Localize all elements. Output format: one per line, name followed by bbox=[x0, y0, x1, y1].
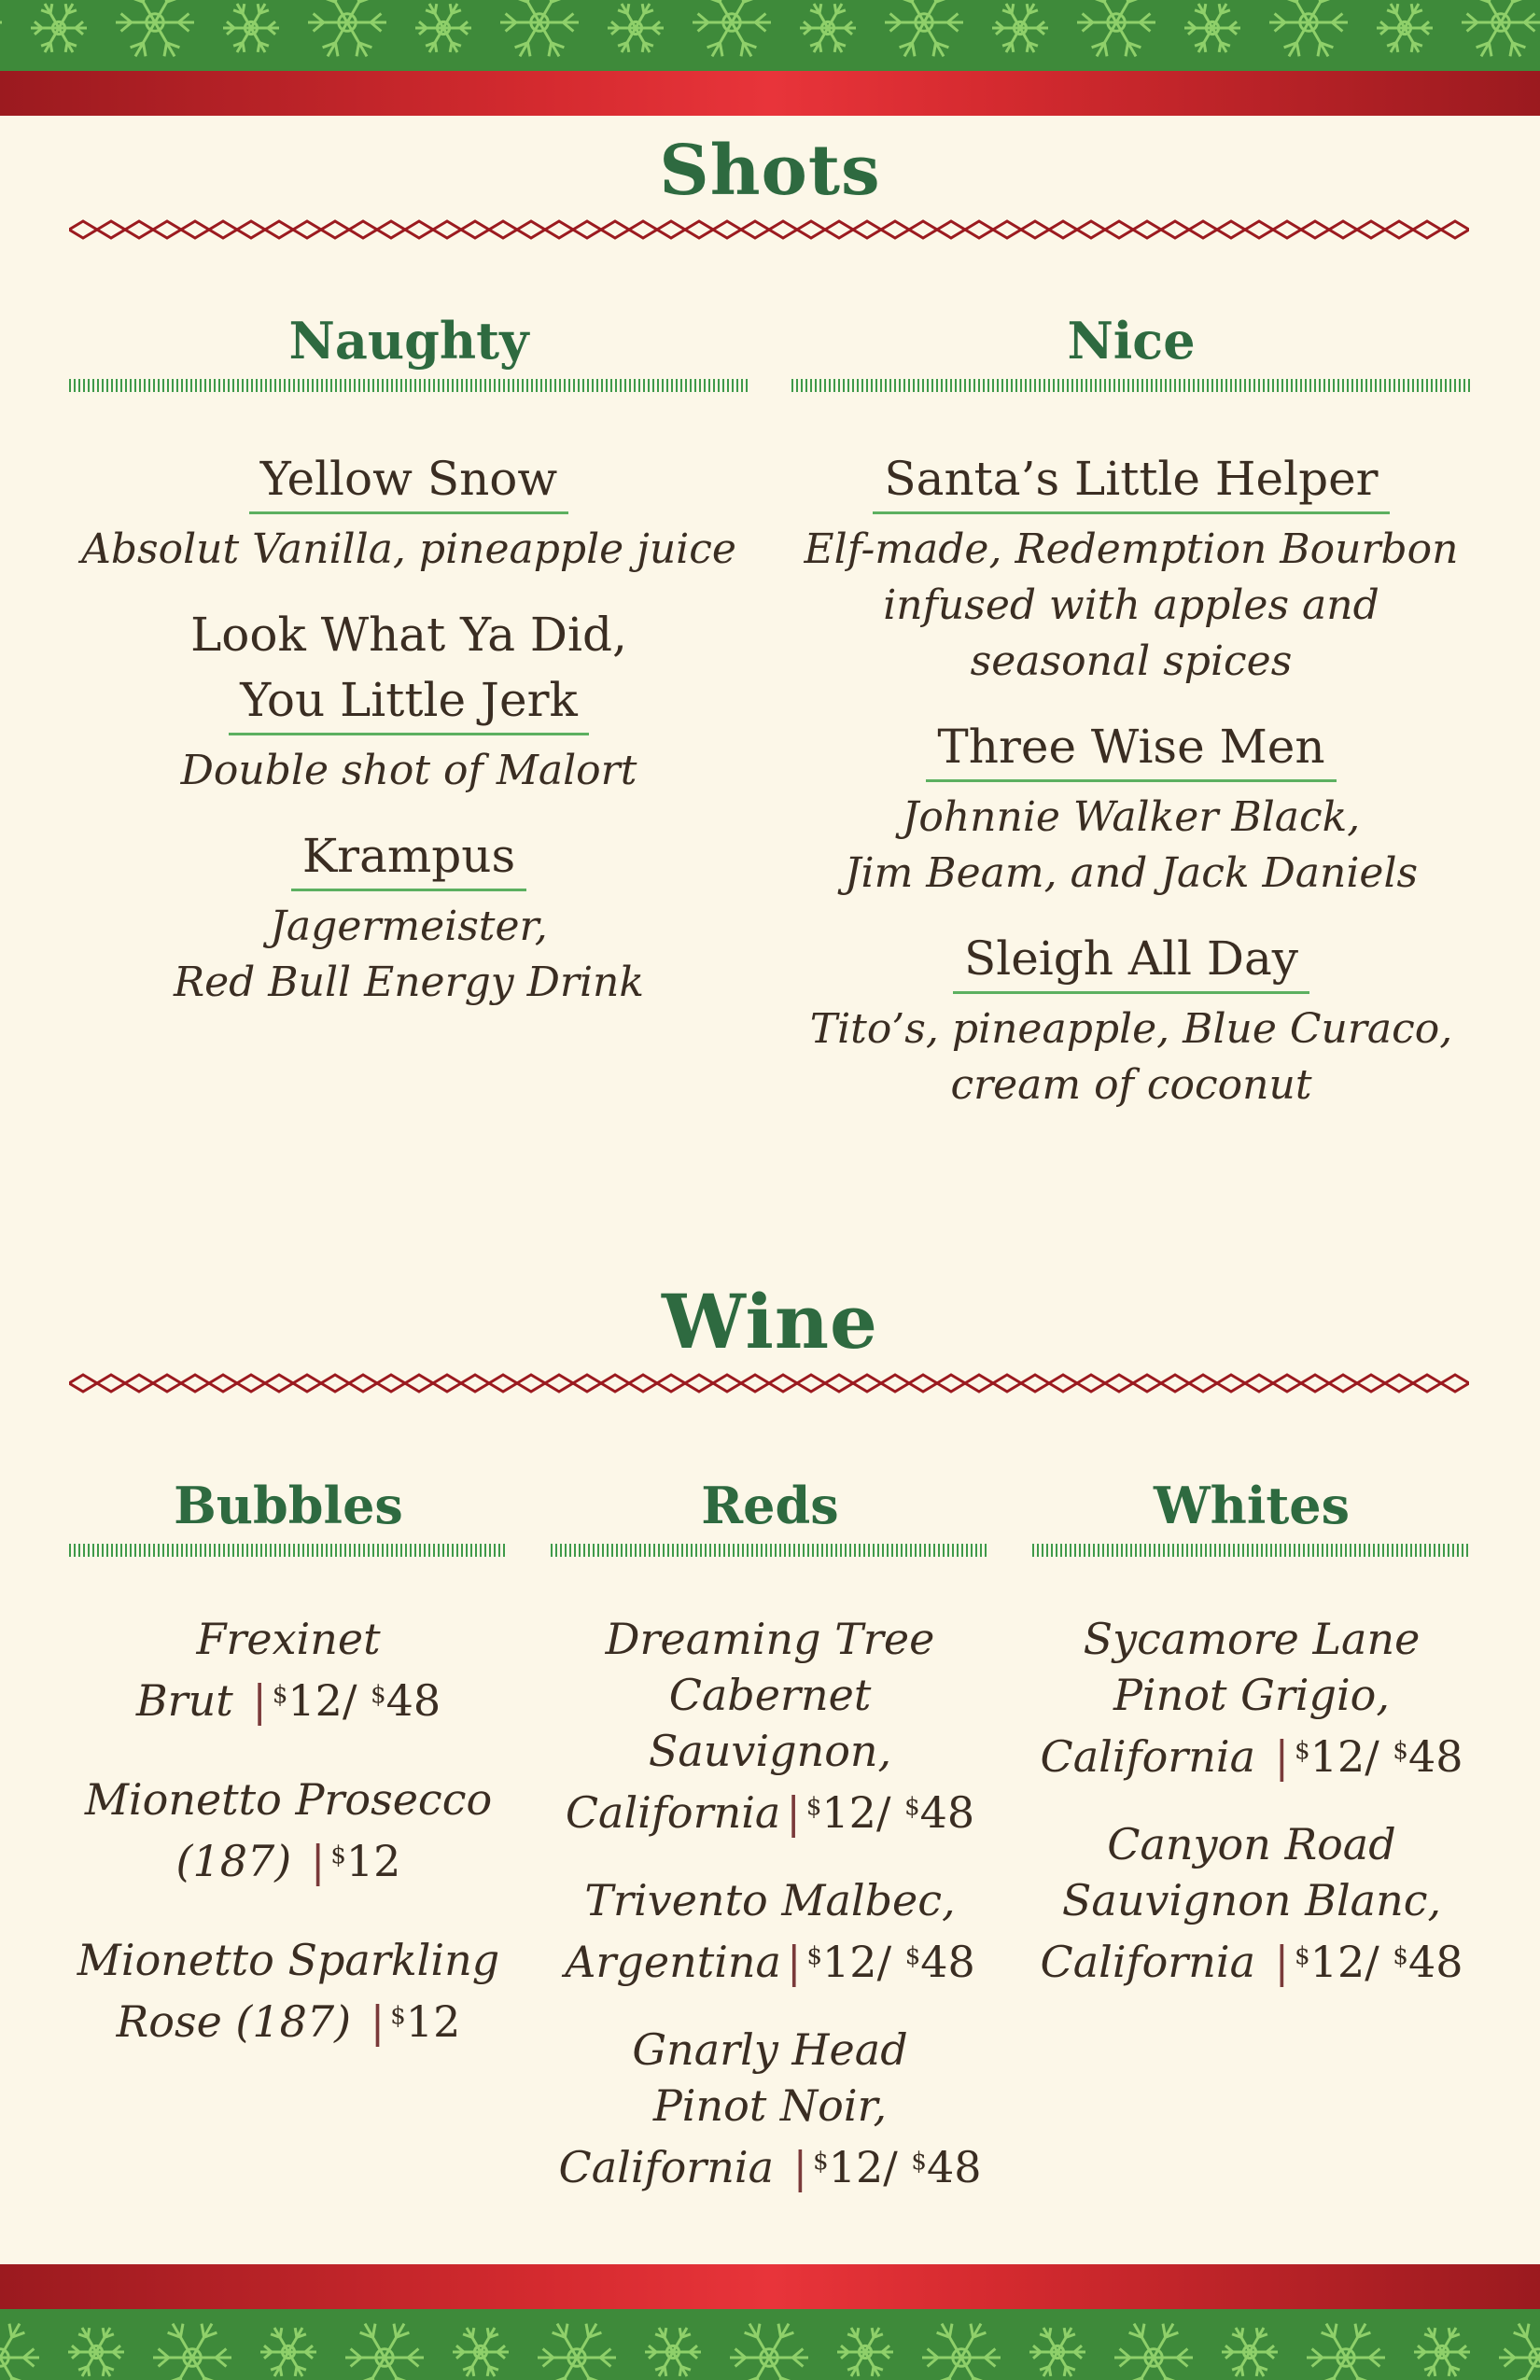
whites-dotted-rule bbox=[1032, 1544, 1471, 1557]
diamond-ornament bbox=[1441, 221, 1469, 238]
snowflake-icon bbox=[68, 2328, 124, 2376]
diamond-ornament bbox=[825, 1375, 853, 1392]
bottom-red-stripe bbox=[0, 2264, 1540, 2309]
nice-dotted-rule bbox=[791, 379, 1471, 392]
currency-symbol: $ bbox=[911, 2148, 927, 2176]
snowflake-icon bbox=[453, 2328, 509, 2376]
snowflake-icon bbox=[1307, 2324, 1385, 2380]
snowflake-icon bbox=[1462, 0, 1540, 56]
reds-dotted-rule bbox=[551, 1544, 989, 1557]
diamond-ornament bbox=[461, 221, 489, 238]
wine-price: | $12 bbox=[310, 1836, 401, 1886]
currency-symbol: $ bbox=[805, 1793, 822, 1821]
wine-item bbox=[1032, 1816, 1471, 1990]
diamond-ornament bbox=[1329, 1375, 1357, 1392]
diamond-ornament bbox=[629, 221, 657, 238]
diamond-ornament bbox=[405, 221, 433, 238]
whites-heading: Whites bbox=[1153, 1476, 1351, 1535]
snowflake-icon bbox=[730, 2324, 808, 2380]
shot-description-line1: Tito’s, pineapple, Blue Curaco, bbox=[809, 1005, 1453, 1053]
snowflake-icon bbox=[800, 4, 856, 52]
diamond-ornament bbox=[1021, 1375, 1049, 1392]
glass-price: 12 bbox=[287, 1675, 343, 1726]
diamond-ornament bbox=[741, 221, 769, 238]
wine-name-line1: Gnarly Head bbox=[632, 2024, 908, 2075]
diamond-ornament bbox=[965, 1375, 993, 1392]
shot-name: Yellow Snow bbox=[249, 446, 568, 514]
wine-price: | $12 bbox=[370, 1996, 461, 2047]
shot-description-line2: Red Bull Energy Drink bbox=[173, 959, 645, 1006]
diamond-ornament bbox=[321, 1375, 349, 1392]
diamond-ornament bbox=[293, 221, 321, 238]
wine-name-line1: Trivento Malbec, bbox=[584, 1875, 956, 1925]
currency-symbol: $ bbox=[390, 2002, 406, 2030]
diamond-ornament bbox=[489, 1375, 517, 1392]
wine-item bbox=[69, 1611, 508, 1729]
diamond-ornament bbox=[1133, 1375, 1161, 1392]
diamond-ornament bbox=[993, 221, 1021, 238]
diamond-ornament bbox=[713, 221, 741, 238]
snowflake-icon bbox=[31, 4, 87, 52]
shots-diamond-divider bbox=[69, 213, 1469, 246]
bottom-snowflake-band bbox=[0, 2309, 1540, 2380]
diamond-ornament bbox=[685, 221, 713, 238]
bottle-price: 48 bbox=[385, 1675, 441, 1726]
diamond-ornament bbox=[685, 1375, 713, 1392]
diamond-ornament bbox=[853, 1375, 881, 1392]
snowflake-icon bbox=[645, 2328, 701, 2376]
wine-item bbox=[69, 1932, 508, 2050]
diamond-ornament bbox=[1189, 1375, 1217, 1392]
glass-price: 12 bbox=[1309, 1937, 1365, 1987]
diamond-ornament bbox=[181, 221, 209, 238]
wine-title: Wine bbox=[662, 1278, 878, 1365]
wine-diamond-divider bbox=[69, 1366, 1469, 1400]
shot-name: Three Wise Men bbox=[926, 714, 1336, 782]
diamond-ornament bbox=[1413, 221, 1441, 238]
wine-name-line1: Frexinet bbox=[196, 1614, 381, 1664]
snowflake-pattern-top bbox=[0, 0, 1540, 71]
snowflake-icon bbox=[1077, 0, 1155, 56]
shot-item-santas-little-helper bbox=[791, 446, 1471, 690]
diamond-ornament bbox=[1077, 221, 1105, 238]
diamond-ornament bbox=[629, 1375, 657, 1392]
nice-heading: Nice bbox=[1067, 311, 1196, 371]
snowflake-icon bbox=[0, 0, 2, 56]
wine-name-line2 bbox=[69, 1988, 508, 2050]
diamond-ornament bbox=[1049, 221, 1077, 238]
diamond-ornament bbox=[265, 1375, 293, 1392]
currency-symbol: $ bbox=[371, 1681, 386, 1709]
diamond-ornament bbox=[1329, 221, 1357, 238]
bottle-price: 48 bbox=[920, 1937, 975, 1987]
naughty-heading: Naughty bbox=[288, 311, 529, 371]
wine-name-line3 bbox=[1032, 1928, 1471, 1990]
shot-name: Santa’s Little Helper bbox=[873, 446, 1389, 514]
diamond-ornament bbox=[209, 221, 237, 238]
diamond-ornament bbox=[713, 1375, 741, 1392]
snowflake-icon bbox=[1414, 2328, 1470, 2376]
shot-description-line3: seasonal spices bbox=[970, 637, 1293, 685]
diamond-ornament bbox=[349, 221, 377, 238]
diamond-ornament bbox=[909, 1375, 937, 1392]
diamond-ornament bbox=[293, 1375, 321, 1392]
snowflake-icon bbox=[885, 0, 963, 56]
diamond-ornament bbox=[601, 221, 629, 238]
wine-item bbox=[551, 2022, 989, 2195]
diamond-ornament bbox=[1385, 221, 1413, 238]
snowflake-icon bbox=[608, 4, 664, 52]
diamond-ornament bbox=[69, 221, 97, 238]
snowflake-icon bbox=[1377, 4, 1433, 52]
glass-price: 12 bbox=[1309, 1731, 1365, 1782]
wine-name-line1: Canyon Road bbox=[1107, 1819, 1396, 1869]
diamond-ornament bbox=[517, 1375, 545, 1392]
shot-item-krampus bbox=[69, 823, 749, 1011]
wine-name-text: California bbox=[1040, 1731, 1256, 1782]
snowflake-icon bbox=[308, 0, 386, 56]
wine-name-text: California bbox=[565, 1787, 781, 1838]
diamond-ornament bbox=[153, 1375, 181, 1392]
diamond-ornament bbox=[377, 1375, 405, 1392]
reds-heading: Reds bbox=[701, 1476, 839, 1535]
diamond-ornament bbox=[937, 1375, 965, 1392]
diamond-ornament bbox=[965, 221, 993, 238]
snowflake-icon bbox=[1114, 2324, 1193, 2380]
diamond-ornament bbox=[181, 1375, 209, 1392]
diamond-ornament bbox=[1413, 1375, 1441, 1392]
wine-name-text: Rose (187) bbox=[116, 1996, 352, 2047]
diamond-ornament bbox=[1021, 221, 1049, 238]
snowflake-icon bbox=[922, 2324, 1001, 2380]
wine-name-line2 bbox=[69, 1827, 508, 1889]
diamond-ornament bbox=[153, 221, 181, 238]
shots-title: Shots bbox=[659, 131, 881, 211]
snowflake-icon bbox=[153, 2324, 231, 2380]
diamond-ornament bbox=[125, 221, 153, 238]
diamond-ornament bbox=[825, 221, 853, 238]
snowflake-icon bbox=[538, 2324, 616, 2380]
shot-description-line1: Jagermeister, bbox=[270, 903, 548, 950]
snowflake-icon bbox=[223, 4, 279, 52]
diamond-ornament bbox=[1357, 221, 1385, 238]
diamond-ornament bbox=[937, 221, 965, 238]
diamond-ornament bbox=[797, 221, 825, 238]
wine-name-line3 bbox=[551, 1779, 989, 1841]
bubbles-heading: Bubbles bbox=[174, 1476, 403, 1535]
currency-symbol: $ bbox=[1393, 1942, 1408, 1970]
currency-symbol: $ bbox=[1295, 1942, 1310, 1970]
diamond-ornament bbox=[1273, 1375, 1301, 1392]
diamond-ornament bbox=[573, 221, 601, 238]
diamond-ornament bbox=[881, 221, 909, 238]
wine-name-line1: Mionetto Sparkling bbox=[77, 1935, 500, 1985]
wine-name-line1: Mionetto Prosecco bbox=[84, 1774, 493, 1825]
whites-column bbox=[1032, 1473, 1471, 2033]
currency-symbol: $ bbox=[806, 1942, 823, 1970]
currency-symbol: $ bbox=[1295, 1737, 1310, 1765]
wine-price: | $12/ $48 bbox=[1274, 1731, 1463, 1782]
diamond-ornament bbox=[853, 221, 881, 238]
diamond-ornament bbox=[769, 1375, 797, 1392]
diamond-ornament bbox=[349, 1375, 377, 1392]
top-red-stripe bbox=[0, 71, 1540, 116]
diamond-ornament bbox=[1105, 221, 1133, 238]
shot-name-line1: Look What Ya Did, bbox=[190, 608, 627, 662]
wine-price: | $12/ $48 bbox=[792, 2142, 982, 2192]
diamond-ornament bbox=[377, 221, 405, 238]
wine-item bbox=[69, 1771, 508, 1889]
naughty-column bbox=[69, 308, 749, 1031]
bottle-price: 48 bbox=[1407, 1937, 1463, 1987]
snowflake-icon bbox=[1184, 4, 1240, 52]
diamond-ornament bbox=[1357, 1375, 1385, 1392]
diamond-ornament bbox=[909, 221, 937, 238]
snowflake-icon bbox=[1499, 2324, 1540, 2380]
snowflake-icon bbox=[837, 2328, 893, 2376]
shot-description-line2: infused with apples and bbox=[883, 581, 1379, 629]
diamond-ornament bbox=[1189, 221, 1217, 238]
diamond-ornament bbox=[1217, 221, 1245, 238]
diamond-ornament bbox=[1161, 1375, 1189, 1392]
snowflake-icon bbox=[345, 2324, 424, 2380]
wine-price: | $12/ $48 bbox=[786, 1787, 975, 1838]
diamond-ornament bbox=[209, 1375, 237, 1392]
wine-item bbox=[1032, 1611, 1471, 1785]
wine-price: | $12/ $48 bbox=[1274, 1937, 1463, 1987]
currency-symbol: $ bbox=[813, 2148, 829, 2176]
diamond-ornament bbox=[1217, 1375, 1245, 1392]
diamond-ornament bbox=[321, 221, 349, 238]
snowflake-icon bbox=[693, 0, 771, 56]
diamond-ornament bbox=[657, 1375, 685, 1392]
wine-name-line3 bbox=[551, 2134, 989, 2195]
diamond-ornament bbox=[69, 1375, 97, 1392]
snowflake-icon bbox=[500, 0, 579, 56]
glass-price: 12 bbox=[345, 1836, 401, 1886]
currency-symbol: $ bbox=[904, 1942, 921, 1970]
snowflake-icon bbox=[0, 2324, 39, 2380]
diamond-ornament bbox=[1301, 1375, 1329, 1392]
snowflake-icon bbox=[1029, 2328, 1085, 2376]
snowflake-icon bbox=[1222, 2328, 1278, 2376]
diamond-ornament bbox=[97, 221, 125, 238]
diamond-ornament bbox=[237, 221, 265, 238]
wine-name-line2 bbox=[551, 1928, 989, 1990]
diamond-ornament bbox=[265, 221, 293, 238]
top-snowflake-band bbox=[0, 0, 1540, 71]
shot-description-line2: cream of coconut bbox=[950, 1061, 1312, 1109]
wine-name-line1: Dreaming Tree bbox=[605, 1614, 935, 1664]
diamond-ornament bbox=[601, 1375, 629, 1392]
diamond-ornament bbox=[1245, 1375, 1273, 1392]
shot-item-look-what-ya-did bbox=[69, 602, 749, 799]
diamond-ornament bbox=[797, 1375, 825, 1392]
wine-name-text: (187) bbox=[175, 1836, 292, 1886]
diamond-ornament bbox=[1161, 221, 1189, 238]
diamond-ornament bbox=[125, 1375, 153, 1392]
wine-name-line2: Pinot Grigio, bbox=[1113, 1670, 1390, 1720]
wine-name-line3 bbox=[1032, 1723, 1471, 1785]
shot-description-line2: Jim Beam, and Jack Daniels bbox=[844, 849, 1419, 897]
shot-item-sleigh-all-day bbox=[791, 926, 1471, 1113]
shot-description-line1: Elf-made, Redemption Bourbon bbox=[804, 525, 1459, 573]
diamond-ornament bbox=[405, 1375, 433, 1392]
diamond-ornament bbox=[881, 1375, 909, 1392]
diamond-ornament bbox=[769, 221, 797, 238]
snowflake-icon bbox=[992, 4, 1048, 52]
wine-name-text: California bbox=[1040, 1937, 1256, 1987]
diamond-ornament bbox=[1133, 221, 1161, 238]
reds-column bbox=[551, 1473, 989, 2238]
diamond-ornament bbox=[1441, 1375, 1469, 1392]
diamond-ornament bbox=[433, 221, 461, 238]
currency-symbol: $ bbox=[330, 1841, 346, 1869]
diamond-ornament bbox=[1105, 1375, 1133, 1392]
diamond-ornament bbox=[1077, 1375, 1105, 1392]
wine-name-line2: Sauvignon Blanc, bbox=[1061, 1875, 1442, 1925]
shot-description-line1: Johnnie Walker Black, bbox=[902, 793, 1361, 841]
snowflake-icon bbox=[1269, 0, 1348, 56]
wine-item bbox=[551, 1611, 989, 1841]
diamond-ornament bbox=[573, 1375, 601, 1392]
shot-item-three-wise-men bbox=[791, 714, 1471, 902]
diamond-ornament bbox=[517, 221, 545, 238]
shot-item-yellow-snow bbox=[69, 446, 749, 578]
diamond-ornament bbox=[1385, 1375, 1413, 1392]
snowflake-icon bbox=[116, 0, 194, 56]
diamond-ornament bbox=[97, 1375, 125, 1392]
glass-price: 12 bbox=[828, 2142, 884, 2192]
glass-price: 12 bbox=[405, 1996, 461, 2047]
glass-price: 12 bbox=[821, 1787, 876, 1838]
snowflake-icon bbox=[415, 4, 471, 52]
shot-description: Double shot of Malort bbox=[180, 747, 637, 794]
wine-name-line2 bbox=[69, 1667, 508, 1729]
diamond-ornament bbox=[237, 1375, 265, 1392]
diamond-ornament bbox=[545, 1375, 573, 1392]
nice-column bbox=[791, 308, 1471, 1134]
wine-name-line2: Pinot Noir, bbox=[652, 2080, 888, 2131]
wine-name-text: California bbox=[558, 2142, 775, 2192]
glass-price: 12 bbox=[822, 1937, 877, 1987]
diamond-ornament bbox=[1245, 221, 1273, 238]
diamond-ornament bbox=[657, 221, 685, 238]
diamond-ornament bbox=[741, 1375, 769, 1392]
shot-description: Absolut Vanilla, pineapple juice bbox=[81, 525, 736, 573]
bottle-price: 48 bbox=[1407, 1731, 1463, 1782]
wine-name-line1: Sycamore Lane bbox=[1083, 1614, 1421, 1664]
bottle-price: 48 bbox=[926, 2142, 982, 2192]
currency-symbol: $ bbox=[1393, 1737, 1408, 1765]
shot-name: Krampus bbox=[291, 823, 526, 891]
snowflake-icon bbox=[260, 2328, 316, 2376]
bubbles-dotted-rule bbox=[69, 1544, 508, 1557]
diamond-ornament bbox=[1301, 221, 1329, 238]
wine-name-text: Argentina bbox=[565, 1937, 781, 1987]
wine-price: | $12/ $48 bbox=[252, 1675, 441, 1726]
wine-name-line2: Cabernet Sauvignon, bbox=[648, 1670, 892, 1776]
bottle-price: 48 bbox=[919, 1787, 975, 1838]
diamond-ornament bbox=[489, 221, 517, 238]
wine-item bbox=[551, 1872, 989, 1990]
diamond-ornament bbox=[993, 1375, 1021, 1392]
currency-symbol: $ bbox=[272, 1681, 288, 1709]
diamond-ornament bbox=[433, 1375, 461, 1392]
diamond-ornament bbox=[1273, 221, 1301, 238]
naughty-dotted-rule bbox=[69, 379, 749, 392]
snowflake-pattern-bottom bbox=[0, 2309, 1540, 2380]
diamond-ornament bbox=[1049, 1375, 1077, 1392]
diamond-ornament bbox=[545, 221, 573, 238]
shot-name: You Little Jerk bbox=[229, 667, 589, 735]
bubbles-column bbox=[69, 1473, 508, 2093]
diamond-ornament bbox=[461, 1375, 489, 1392]
shot-name: Sleigh All Day bbox=[953, 926, 1309, 994]
currency-symbol: $ bbox=[904, 1793, 920, 1821]
wine-price: | $12/ $48 bbox=[786, 1937, 975, 1987]
wine-name-text: Brut bbox=[135, 1675, 233, 1726]
